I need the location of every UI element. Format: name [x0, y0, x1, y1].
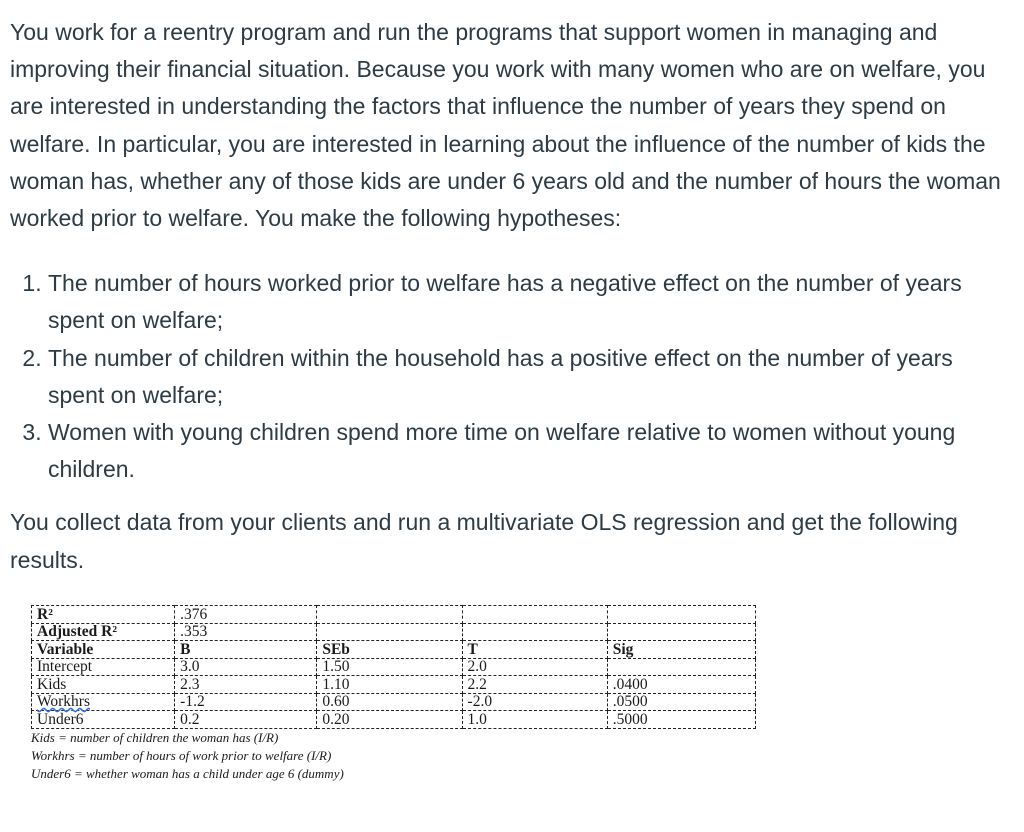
table-cell: Intercept: [32, 658, 175, 676]
table-cell: [607, 623, 755, 641]
note-workhrs: Workhrs = number of hours of work prior to welfare (I/R): [31, 747, 332, 763]
table-cell: [607, 658, 755, 676]
table-cell: 1.10: [317, 676, 462, 694]
table-cell: Workhrs: [32, 693, 175, 711]
table-row: [32, 711, 756, 729]
table-row: [32, 676, 756, 694]
table-notes: [31, 729, 756, 783]
table-header-cell: SEb: [317, 641, 462, 659]
table-row: [32, 623, 756, 641]
table-cell: [317, 623, 462, 641]
hypotheses-list: [10, 265, 1010, 488]
table-cell: Kids: [32, 676, 175, 694]
table-cell: [607, 606, 755, 624]
table-row: [32, 658, 756, 676]
table-cell: .5000: [607, 711, 755, 729]
table-cell: 0.20: [317, 711, 462, 729]
regression-table: [31, 605, 756, 729]
note-under6: Under6 = whether woman has a child under age 6 (dummy): [31, 765, 344, 781]
table-cell: 2.0: [462, 658, 607, 676]
hypothesis-item: 2. The number of children within the household has a positive effect on the number of years spent on welfare;: [48, 340, 1010, 414]
regression-results: [31, 605, 756, 783]
table-cell: Under6: [32, 711, 175, 729]
table-cell: 1.0: [462, 711, 607, 729]
table-cell: 2.2: [462, 676, 607, 694]
table-cell: 0.60: [317, 693, 462, 711]
table-cell: [462, 623, 607, 641]
table-row: [32, 693, 756, 711]
table-header-cell: T: [462, 641, 607, 659]
table-cell: -1.2: [175, 693, 317, 711]
note-kids: Kids = number of children the woman has (I/R): [31, 729, 279, 745]
question-text: [10, 14, 1010, 579]
table-row: [32, 606, 756, 624]
table-cell: .0500: [607, 693, 755, 711]
table-cell: [317, 606, 462, 624]
table-cell: .0400: [607, 676, 755, 694]
table-cell: 0.2: [175, 711, 317, 729]
table-cell: .353: [175, 623, 317, 641]
table-cell: [462, 606, 607, 624]
table-cell: 3.0: [175, 658, 317, 676]
hypothesis-item: 3. Women with young children spend more time on welfare relative to women without young children.: [48, 414, 1010, 488]
table-header-cell: Sig: [607, 641, 755, 659]
table-header-cell: B: [175, 641, 317, 659]
table-cell: R²: [32, 606, 175, 624]
table-cell: 2.3: [175, 676, 317, 694]
table-header-cell: Variable: [32, 641, 175, 659]
table-header-row: [32, 641, 756, 659]
hypothesis-item: 1. The number of hours worked prior to welfare has a negative effect on the number of years spent on welfare;: [48, 265, 1010, 339]
outro-paragraph: You collect data from your clients and run a multivariate OLS regression and get the following results.: [10, 509, 958, 573]
table-cell: -2.0: [462, 693, 607, 711]
table-cell: Adjusted R²: [32, 623, 175, 641]
table-cell: 1.50: [317, 658, 462, 676]
intro-paragraph: You work for a reentry program and run the programs that support women in managing and improving their financial situation. Because you work with many women who are on welfare, you are interested in understanding the factors that influence the number of years they spend on welfare. In particular, you are interested in learning about the influence of the number of kids the woman has, whether any of those kids are under 6 years old and the number of hours the woman worked prior to welfare. You make the following hypotheses:: [10, 19, 1001, 232]
table-cell: .376: [175, 606, 317, 624]
